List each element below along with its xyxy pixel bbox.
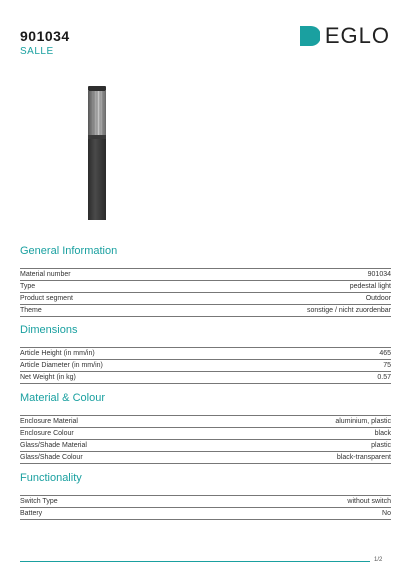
spec-value: pedestal light [349,283,391,290]
spec-row [20,347,391,360]
brand-logo [300,25,390,47]
section-title: Material & Colour [20,392,105,404]
spec-label: Enclosure Colour [20,430,74,437]
spec-label: Theme [20,307,42,314]
spec-value: 0.57 [377,374,391,381]
section-general-information [20,244,391,317]
section-title: Dimensions [20,324,78,336]
section-material-colour [20,391,391,464]
spec-row [20,305,391,317]
spec-value: Outdoor [365,295,391,302]
spec-row [20,281,391,293]
footer-divider [20,561,370,562]
spec-value: without switch [347,498,391,505]
page-number: 1/2 [374,557,383,563]
spec-value: black [374,430,391,437]
spec-row [20,415,391,428]
spec-row [20,440,391,452]
spec-row [20,372,391,384]
spec-label: Material number [20,271,71,278]
spec-value: plastic [371,442,391,449]
spec-label: Glass/Shade Material [20,442,87,449]
spec-row [20,293,391,305]
brand-mark-icon [300,26,320,46]
spec-value: aluminium, plastic [335,418,391,425]
spec-label: Product segment [20,295,73,302]
spec-value: 901034 [367,271,391,278]
spec-row [20,360,391,372]
spec-label: Type [20,283,36,290]
spec-value: 75 [383,362,391,369]
spec-label: Switch Type [20,498,58,505]
spec-row [20,452,391,464]
spec-label: Enclosure Material [20,418,78,425]
section-functionality [20,471,391,520]
spec-row [20,508,391,520]
spec-row [20,495,391,508]
spec-value: No [382,510,391,517]
brand-name: EGLO [324,23,390,48]
spec-value: 465 [379,350,391,357]
article-number: 901034 [20,28,70,44]
spec-label: Article Height (in mm/in) [20,350,95,357]
section-title: General Information [20,245,118,257]
product-name: SALLE [20,46,54,57]
section-dimensions [20,323,391,384]
spec-row [20,268,391,281]
spec-label: Battery [20,510,43,517]
section-title: Functionality [20,472,82,484]
spec-label: Net Weight (in kg) [20,374,76,381]
spec-label: Glass/Shade Colour [20,454,83,461]
spec-row [20,428,391,440]
spec-value: sonstige / nicht zuordenbar [306,307,391,314]
product-image [82,86,112,220]
document-header [20,28,70,57]
spec-value: black-transparent [336,454,391,461]
spec-label: Article Diameter (in mm/in) [20,362,103,369]
